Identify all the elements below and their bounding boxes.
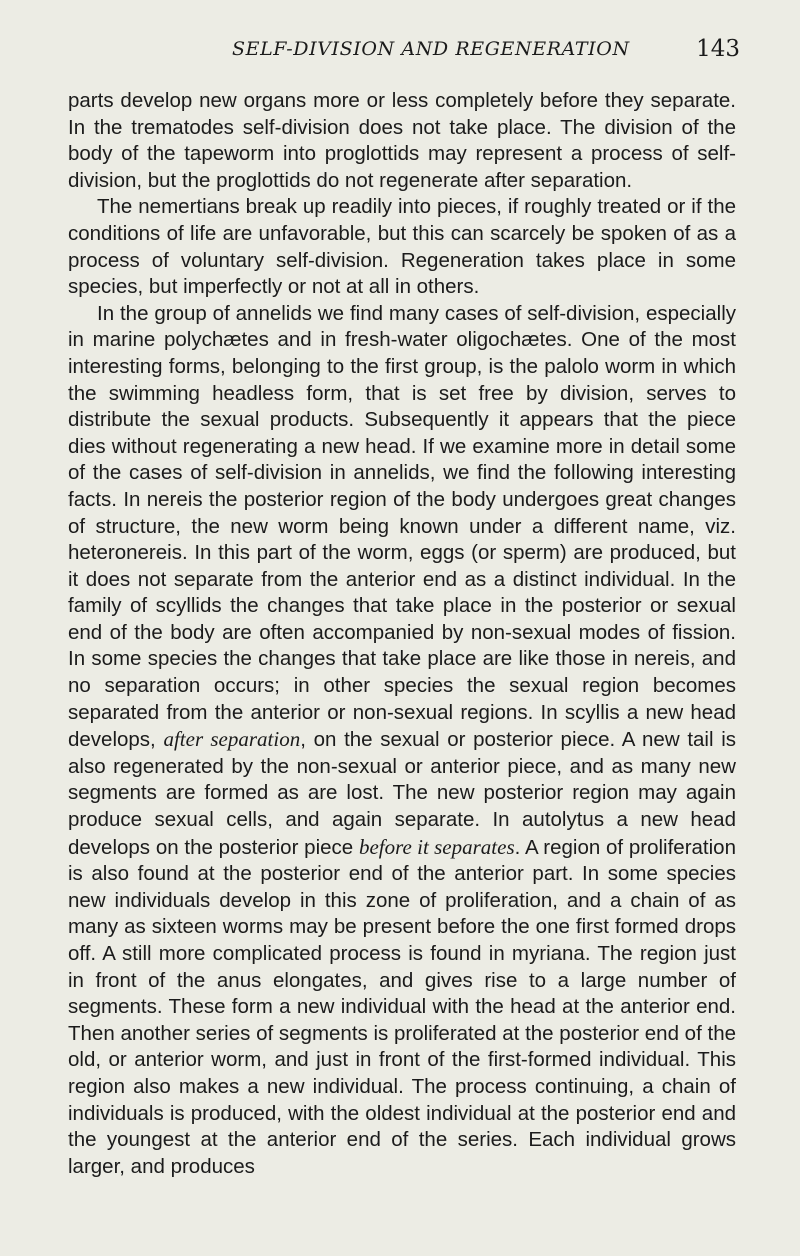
paragraph-3-text-b: , on the sexual or posterior piece. A new tail is also regenerated by the non-sexual or anterior piece, and as many new segments are formed as are lost. The new posterior region may again produce sexual cells, and again separate. In autolytus a new head develops on the posterior piece [68,728,737,859]
paragraph-2 [68,194,736,300]
paragraph-2-text: The nemertians break up readily into pieces, if roughly treated or if the conditions of life are unfavorable, but this can scarcely be spoken of as a process of voluntary self-division. Regeneration takes place in some species, but imperfectly or not at all in others. [68,195,736,299]
emphasis-after-separation: after separation [163,727,301,752]
paragraph-1-text: parts develop new organs more or less completely before they separate. In the trematodes self-division does not take place. The division of the body of the tapeworm into proglottids may represent a process of self-division, but the proglottids do not regenerate after separation. [68,89,736,192]
book-page [68,30,740,1180]
paragraph-1 [68,88,736,194]
paragraph-3-text-c: . A region of proliferation is also found at the posterior end of the anterior part. In some species new individuals develop in this zone of proliferation, and a chain of as many as sixteen worms may be present before the one first formed drops off. A still more complicated process is found in myriana. The region just in front of the anus elongates, and gives rise to a large number of segments. These form a new individual with the head at the anterior end. Then another series of segments is proliferated at the posterior end of the old, or anterior worm, and just in front of the first-formed individual. This region also makes a new individual. The process continuing, a chain of individuals is produced, with the oldest individual at the posterior end and the youngest at the anterior end of the series. Each individual grows larger, and produces [68,835,736,1178]
page-header [68,30,740,80]
emphasis-before-it-separates: before it separates [358,834,515,859]
running-head: SELF-DIVISION AND REGENERATION [232,38,630,60]
paragraph-3 [68,301,736,1181]
body-text [68,88,736,1180]
page-number: 143 [696,36,740,62]
paragraph-3-text-a: In the group of annelids we find many cases of self-division, especially in marine polychætes and in fresh-water oligochætes. One of the most interesting forms, belonging to the first group, is the palolo worm in which the swimming headless form, that is set free by division, serves to distribute the sexual products. Subsequently it appears that the piece dies without regenerating a new head. If we examine more in detail some of the cases of self-division in annelids, we find the following interesting facts. In nereis the posterior region of the body undergoes great changes of structure, the new worm being known under a different name, viz. heteronereis. In this part of the worm, eggs (or sperm) are produced, but it does not separate from the anterior end as a distinct individual. In the family of scyllids the changes that take place in the posterior or sexual end of the body are often accompanied by non-sexual modes of fission. In some species the changes that take place are like those in nereis, and no separation occurs; in other species the sexual region becomes separated from the anterior or non-sexual regions. In scyllis a new head develops, [68,301,736,752]
